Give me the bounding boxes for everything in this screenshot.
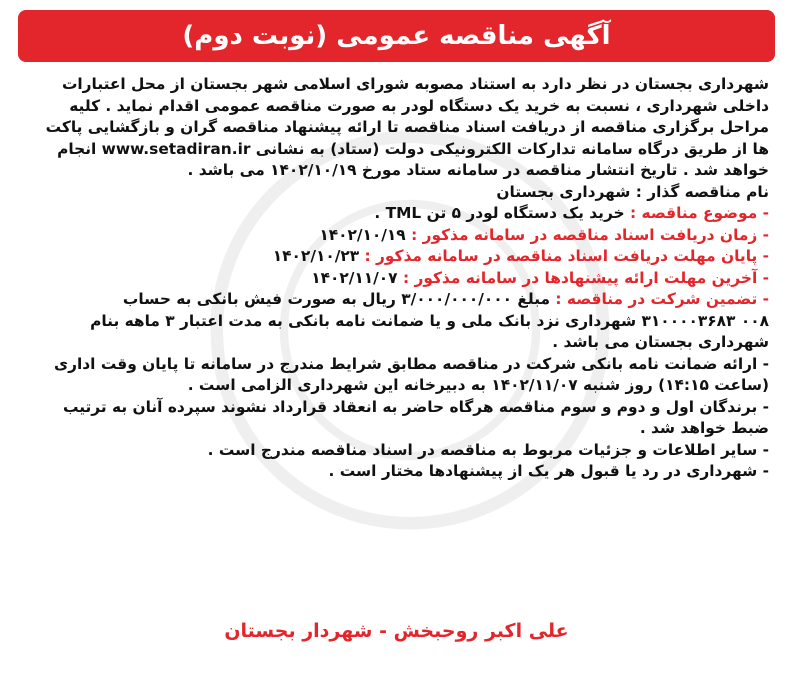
organizer-line: نام مناقصه گذار : شهرداری بجستان: [496, 182, 769, 201]
doc-start-item: [24, 225, 769, 247]
note-3-text: - سایر اطلاعات و جزئیات مربوط به مناقصه در اسناد مناقصه مندرج است .: [208, 441, 769, 459]
bid-deadline-item: [24, 268, 769, 290]
note-4-text: - شهرداری در رد یا قبول هر یک از پیشنهادها مختار است .: [329, 462, 769, 480]
intro-line-4-post: انجام: [57, 139, 97, 158]
guarantee-label: - تضمین شرکت در مناقصه :: [555, 290, 769, 308]
doc-end-value: ۱۴۰۲/۱۰/۲۳: [272, 247, 360, 265]
bid-deadline-label: - آخرین مهلت ارائه پیشنهادها در سامانه مذکور :: [403, 269, 769, 287]
subject-item: [24, 203, 769, 225]
doc-end-item: [24, 246, 769, 268]
note-2-line-1: - برندگان اول و دوم و سوم مناقصه هرگاه حاضر به انعقاد قرارداد نشوند سپرده آنان به ترتیب: [63, 398, 769, 416]
intro-line-2: داخلی شهرداری ، نسبت به خرید یک دستگاه لودر به صورت مناقصه عمومی اقدام نماید . کلیه: [69, 96, 769, 115]
note-3: [24, 440, 769, 462]
intro-line-4-pre: ها از طریق درگاه سامانه تدارکات الکترونیکی دولت (ستاد) به نشانی: [255, 139, 769, 158]
note-2-line-2: ضبط خواهد شد .: [639, 419, 769, 437]
intro-line-1: شهرداری بجستان در نظر دارد به استناد مصوبه شورای اسلامی شهر بجستان از محل اعتبارات: [61, 75, 769, 93]
guarantee-item: [24, 289, 769, 311]
notice-body: [24, 74, 769, 483]
title-banner: [18, 10, 775, 62]
note-1-line-2: (ساعت ۱۴:۱۵) روز شنبه ۱۴۰۲/۱۱/۰۷ به دبیرخانه این شهرداری الزامی است .: [187, 376, 769, 394]
doc-end-label: - پایان مهلت دریافت اسناد مناقصه در سامانه مذکور :: [365, 247, 769, 265]
note-4: [24, 461, 769, 483]
note-1-line-1: - ارائه ضمانت نامه بانکی شرکت در مناقصه مطابق شرایط مندرج در سامانه تا پایان وقت اداری: [54, 355, 769, 373]
guarantee-line-1: مبلغ ۳/۰۰۰/۰۰۰/۰۰۰ ریال به صورت فیش بانکی به حساب: [122, 290, 551, 308]
doc-start-label: - زمان دریافت اسناد مناقصه در سامانه مذکور :: [411, 226, 769, 244]
subject-label: - موضوع مناقصه :: [630, 204, 769, 222]
website-link[interactable]: www.setadiran.ir: [101, 139, 251, 158]
intro-line-4: [24, 139, 769, 161]
signature-line: علی اکبر روحبخش - شهردار بجستان: [224, 620, 569, 642]
note-1: [24, 354, 769, 376]
bid-deadline-value: ۱۴۰۲/۱۱/۰۷: [311, 268, 398, 287]
intro-line-5: خواهد شد . تاریخ انتشار مناقصه در سامانه ستاد مورخ ۱۴۰۲/۱۰/۱۹ می باشد .: [187, 161, 769, 179]
doc-start-value: ۱۴۰۲/۱۰/۱۹: [319, 225, 406, 244]
guarantee-line-2: ۰۰۸ ۳۱۰۰۰۰۳۶۸۳ شهرداری نزد بانک ملی و یا ضمانت نامه بانکی به مدت اعتبار ۳ ماهه بنام: [90, 311, 769, 330]
guarantee-line-3: شهرداری بجستان می باشد .: [552, 333, 769, 351]
note-2: [24, 397, 769, 419]
notice-title: آگهی مناقصه عمومی (نوبت دوم): [182, 21, 611, 51]
subject-value: خرید یک دستگاه لودر ۵ تن TML .: [374, 204, 625, 222]
intro-line-3: مراحل برگزاری مناقصه از دریافت اسناد مناقصه تا ارائه پیشنهاد مناقصه گران و بازگشایی پاکت: [45, 118, 769, 136]
